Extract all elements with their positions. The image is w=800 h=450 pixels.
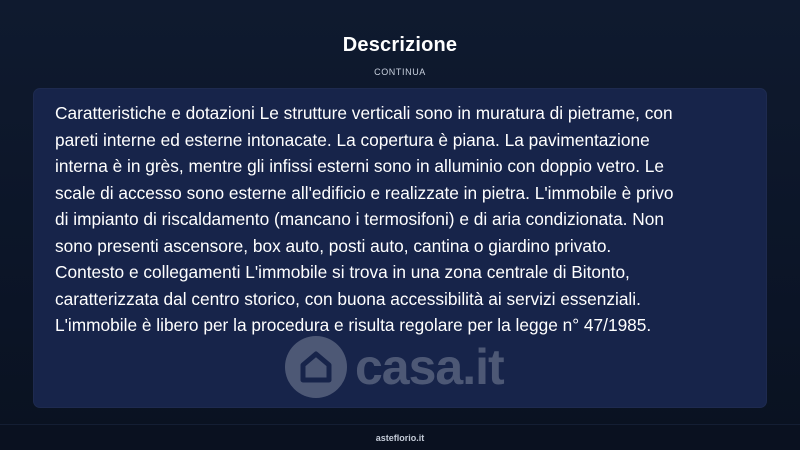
footer <box>0 424 800 450</box>
description-line: interna è in grès, mentre gli infissi esterni sono in alluminio con doppio vetro. Le <box>55 156 665 176</box>
description-line: L'immobile è libero per la procedura e risulta regolare per la legge n° 47/1985. <box>55 315 652 335</box>
watermark-text: casa.it <box>355 339 504 395</box>
description-text <box>55 100 745 339</box>
description-line: Contesto e collegamenti L'immobile si trova in una zona centrale di Bitonto, <box>55 262 630 282</box>
header <box>0 34 800 77</box>
description-line: pareti interne ed esterne intonacate. La copertura è piana. La pavimentazione <box>55 129 650 150</box>
description-line: di impianto di riscaldamento (mancano i termosifoni) e di aria condizionata. Non <box>55 209 664 229</box>
description-line: sono presenti ascensore, box auto, posti auto, cantina o giardino privato. <box>55 235 612 256</box>
description-line: caratterizzata dal centro storico, con buona accessibilità ai servizi essenziali. <box>55 288 641 309</box>
description-card <box>33 88 767 408</box>
house-icon <box>285 336 347 398</box>
casa-it-watermark <box>285 336 504 398</box>
footer-site-link[interactable]: asteflorio.it <box>375 433 425 443</box>
description-line: Caratteristiche e dotazioni Le strutture verticali sono in muratura di pietrame, con <box>55 103 673 123</box>
continue-link[interactable]: CONTINUA <box>374 67 426 77</box>
description-line: scale di accesso sono esterne all'edificio e realizzate in pietra. L'immobile è privo <box>55 182 674 203</box>
page-title: Descrizione <box>342 34 458 56</box>
